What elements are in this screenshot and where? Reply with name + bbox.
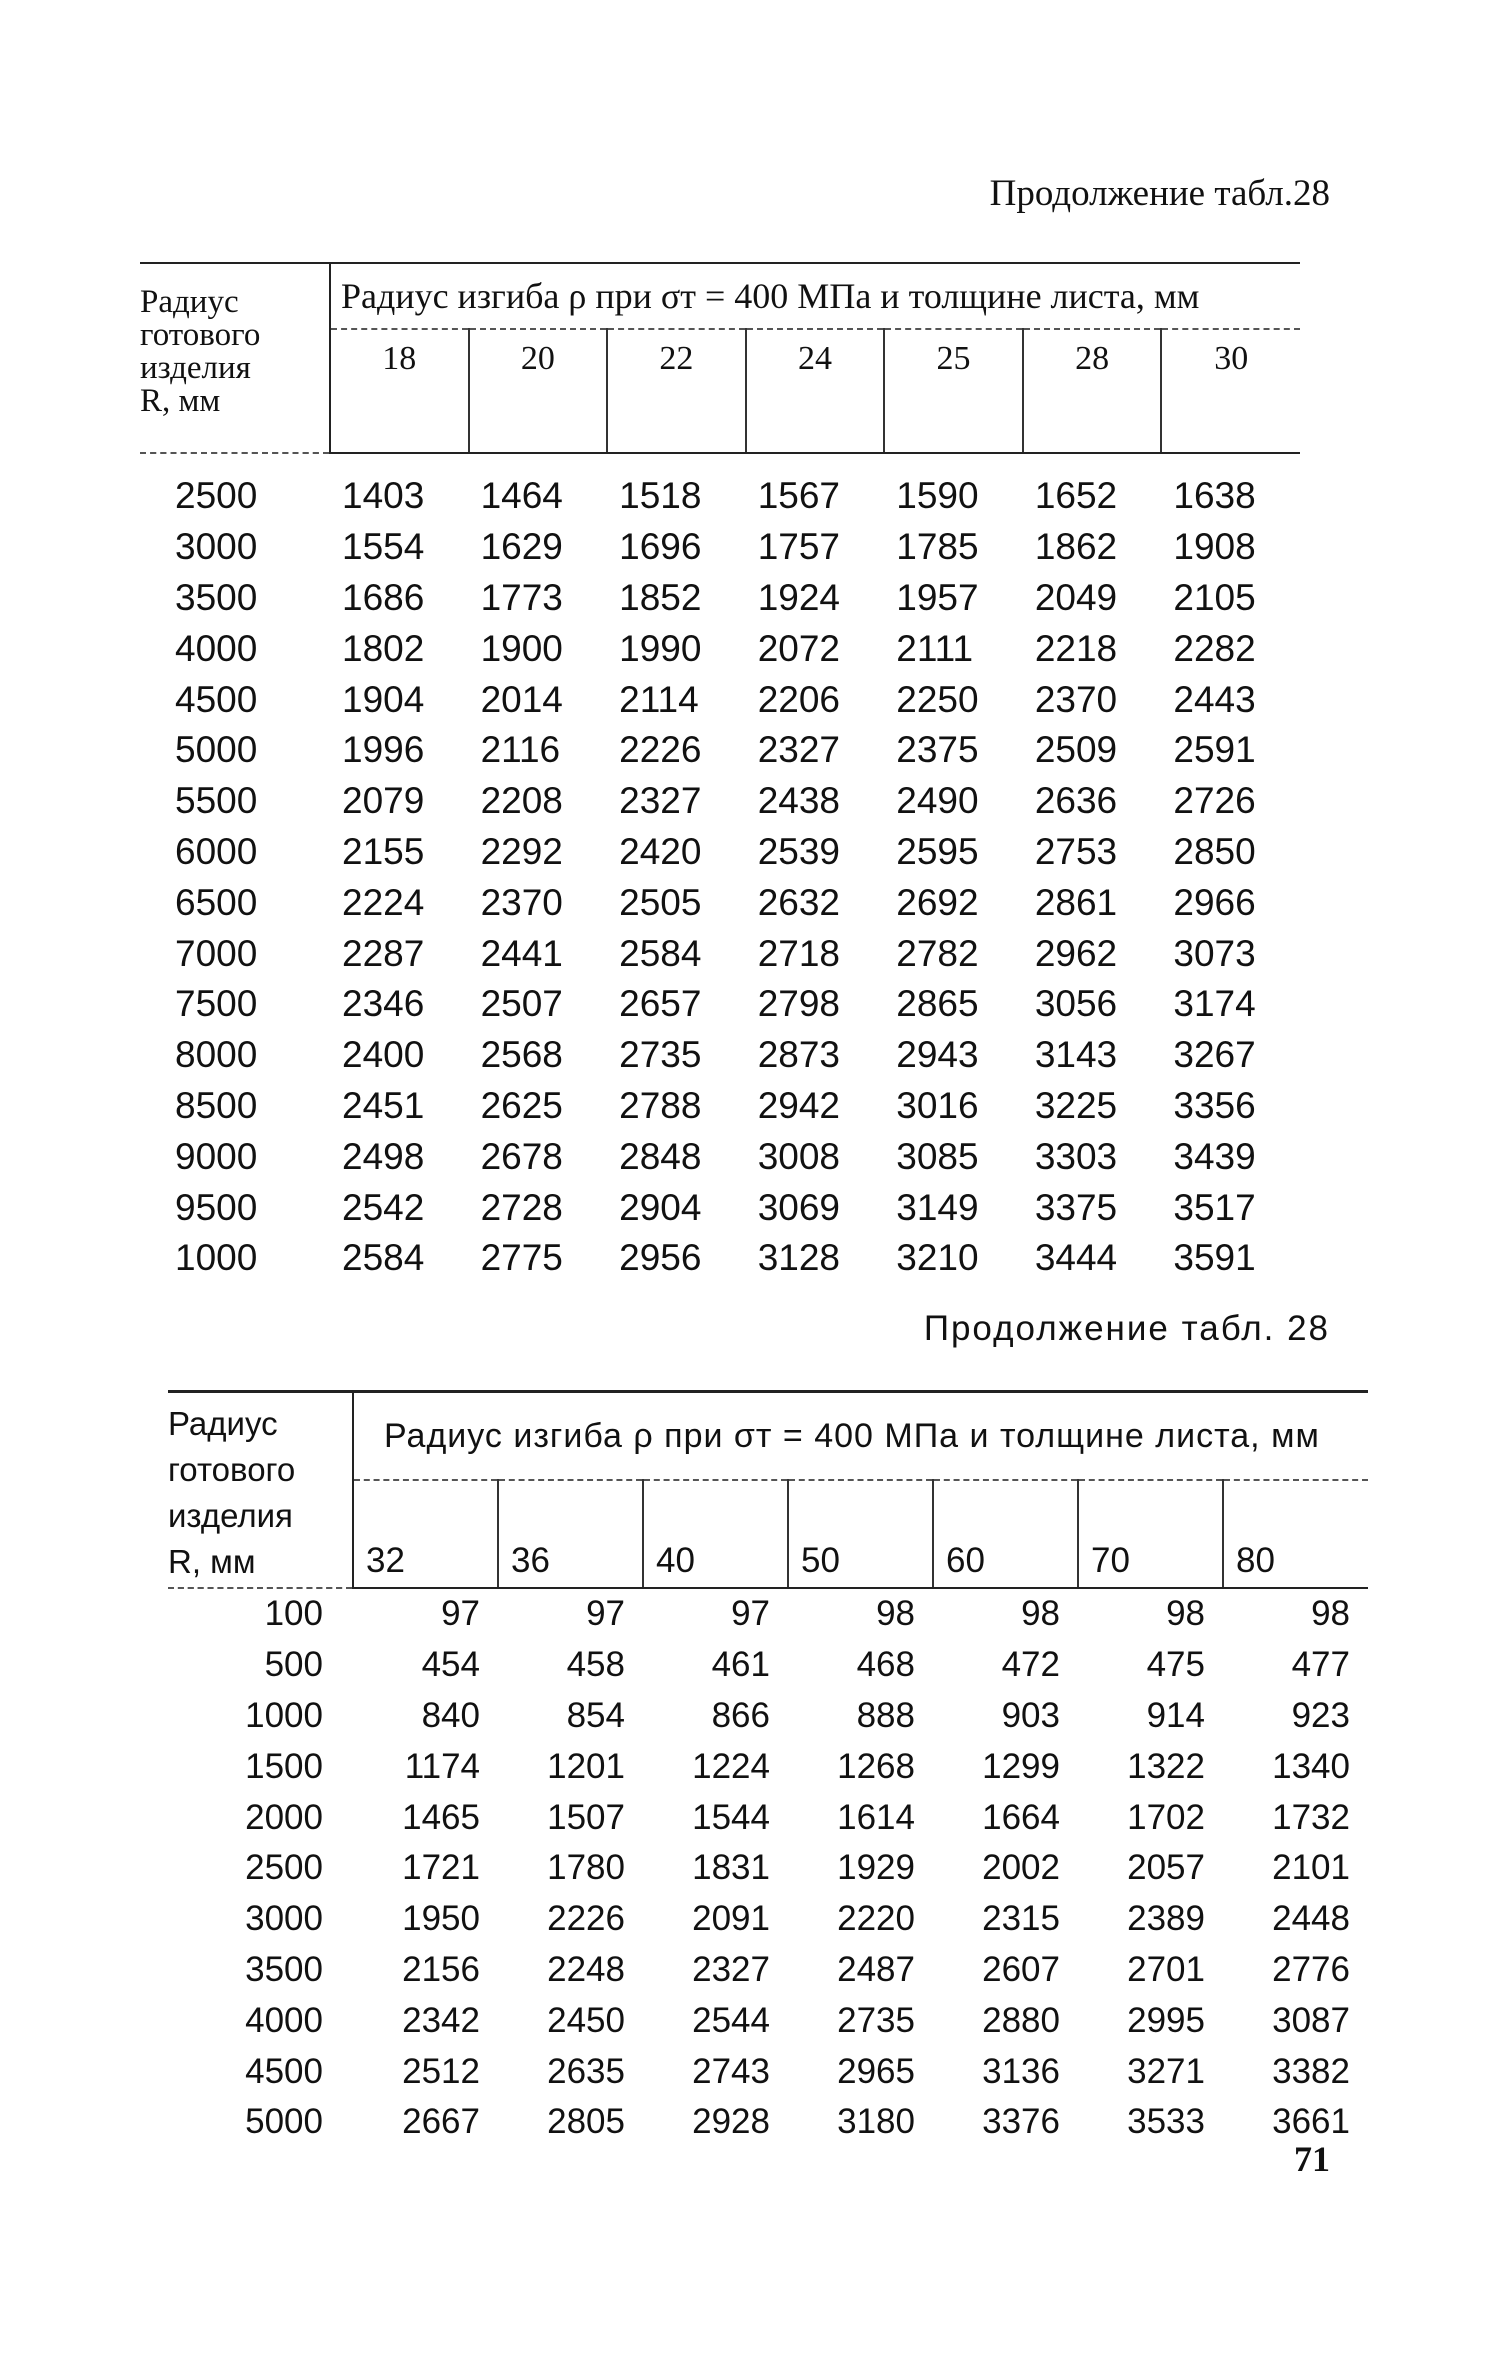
table-row	[168, 1945, 1368, 1996]
thickness-column-header: 24	[746, 329, 885, 453]
value-cell: 2625	[480, 1084, 563, 1126]
value-cell: 2101	[1272, 1848, 1350, 1888]
table2-body	[168, 1588, 1368, 2148]
table-row	[168, 1691, 1368, 1742]
value-cell: 2607	[982, 1949, 1060, 1989]
table2-caption: Продолжение табл. 28	[923, 1309, 1330, 1348]
value-cell: 2091	[692, 1899, 770, 1939]
value-cell: 2904	[619, 1186, 702, 1228]
value-cell: 1507	[547, 1797, 625, 1837]
table-row	[168, 1588, 1368, 1640]
value-cell: 97	[731, 1594, 770, 1634]
value-cell: 2928	[692, 2102, 770, 2142]
value-cell: 2962	[1034, 932, 1118, 974]
value-cell: 1629	[480, 526, 563, 568]
value-cell: 1544	[692, 1797, 770, 1837]
value-cell: 1780	[547, 1848, 625, 1888]
value-cell: 461	[711, 1645, 770, 1685]
radius-cell: 4500	[175, 678, 258, 720]
corner-line: изделия	[140, 350, 251, 386]
value-cell: 2544	[692, 2000, 770, 2040]
value-cell: 2250	[896, 678, 979, 720]
value-cell: 2782	[896, 932, 979, 974]
value-cell: 854	[566, 1695, 625, 1735]
radius-cell: 5000	[175, 729, 258, 771]
value-cell: 1518	[619, 475, 702, 517]
radius-cell: 4500	[245, 2051, 323, 2091]
group-header: Радиус изгиба ρ при σт = 400 МПа и толщине листа, мм	[353, 1392, 1368, 1481]
value-cell: 2079	[342, 780, 425, 822]
value-cell: 2327	[619, 780, 702, 822]
value-cell: 2657	[619, 983, 702, 1025]
value-cell: 3439	[1173, 1135, 1256, 1177]
value-cell: 2632	[757, 881, 840, 923]
value-cell: 1268	[837, 1746, 915, 1786]
value-cell: 2965	[837, 2051, 915, 2091]
value-cell: 2507	[480, 983, 563, 1025]
value-cell: 1201	[547, 1746, 625, 1786]
value-cell: 2315	[982, 1899, 1060, 1939]
value-cell: 2726	[1173, 780, 1256, 822]
corner-line: R, мм	[140, 383, 221, 419]
value-cell: 2880	[982, 2000, 1060, 2040]
value-cell: 2498	[342, 1135, 425, 1177]
value-cell: 1652	[1034, 475, 1118, 517]
value-cell: 458	[566, 1645, 625, 1685]
value-cell: 903	[1001, 1695, 1060, 1735]
value-cell: 3376	[982, 2102, 1060, 2142]
table1-caption: Продолжение табл.28	[989, 173, 1330, 214]
value-cell: 2966	[1173, 881, 1256, 923]
value-cell: 2635	[547, 2051, 625, 2091]
radius-cell: 2500	[175, 475, 258, 517]
value-cell: 2735	[837, 2000, 915, 2040]
table-row	[168, 1741, 1368, 1792]
corner-line: готового	[140, 317, 261, 353]
value-cell: 3517	[1173, 1186, 1256, 1228]
value-cell: 2292	[480, 830, 563, 872]
value-cell: 2753	[1034, 830, 1118, 872]
value-cell: 2848	[619, 1135, 702, 1177]
thickness-column-header: 18	[330, 329, 469, 453]
value-cell: 2539	[757, 830, 840, 872]
radius-cell: 8500	[175, 1084, 258, 1126]
value-cell: 3016	[896, 1084, 979, 1126]
table-row	[140, 453, 1300, 522]
table-row	[140, 877, 1300, 928]
value-cell: 2542	[342, 1186, 425, 1228]
value-cell: 1567	[757, 475, 840, 517]
corner-line: R, мм	[168, 1543, 256, 1580]
value-cell: 2718	[757, 932, 840, 974]
page-number: 71	[1294, 2139, 1330, 2179]
thickness-column-header: 20	[469, 329, 608, 453]
value-cell: 2370	[1034, 678, 1118, 720]
thickness-column-header: 28	[1023, 329, 1162, 453]
value-cell: 454	[421, 1645, 480, 1685]
value-cell: 2327	[692, 1949, 770, 1989]
value-cell: 2505	[619, 881, 702, 923]
value-cell: 1174	[404, 1746, 480, 1786]
value-cell: 3143	[1034, 1034, 1118, 1076]
value-cell: 2441	[480, 932, 563, 974]
thickness-column-header: 25	[884, 329, 1023, 453]
thickness-column-header: 50	[788, 1480, 933, 1588]
value-cell: 2443	[1173, 678, 1256, 720]
value-cell: 3149	[896, 1186, 979, 1228]
corner-line: Радиус	[140, 284, 239, 320]
value-cell: 475	[1146, 1645, 1205, 1685]
value-cell: 1732	[1272, 1797, 1350, 1837]
value-cell: 1990	[619, 627, 702, 669]
value-cell: 2448	[1272, 1899, 1350, 1939]
value-cell: 1957	[896, 576, 979, 618]
value-cell: 98	[1311, 1594, 1350, 1634]
value-cell: 3210	[896, 1237, 979, 1279]
radius-cell: 3500	[175, 576, 258, 618]
value-cell: 3073	[1173, 932, 1256, 974]
table-row	[168, 2046, 1368, 2097]
radius-cell: 7000	[175, 932, 258, 974]
value-cell: 1340	[1272, 1746, 1350, 1786]
thickness-column-header: 70	[1078, 1480, 1223, 1588]
table1-body	[140, 453, 1300, 1284]
radius-cell: 6500	[175, 881, 258, 923]
value-cell: 2568	[480, 1034, 563, 1076]
value-cell: 3303	[1034, 1135, 1118, 1177]
value-cell: 1996	[342, 729, 425, 771]
value-cell: 1696	[619, 526, 702, 568]
corner-line: Радиус	[168, 1405, 278, 1442]
value-cell: 1465	[402, 1797, 480, 1837]
value-cell: 1908	[1173, 526, 1256, 568]
table-row	[140, 928, 1300, 979]
table-row	[168, 1995, 1368, 2046]
value-cell: 2943	[896, 1034, 979, 1076]
corner-header	[168, 1392, 353, 1589]
table-row	[140, 979, 1300, 1030]
value-cell: 914	[1146, 1695, 1205, 1735]
value-cell: 2861	[1034, 881, 1118, 923]
value-cell: 840	[421, 1695, 480, 1735]
value-cell: 2156	[402, 1949, 480, 1989]
value-cell: 2584	[342, 1237, 425, 1279]
value-cell: 2636	[1034, 780, 1118, 822]
value-cell: 2595	[896, 830, 979, 872]
value-cell: 1785	[896, 526, 979, 568]
thickness-column-header: 32	[353, 1480, 498, 1588]
value-cell: 2206	[757, 678, 840, 720]
value-cell: 3591	[1173, 1237, 1256, 1279]
thickness-column-header: 30	[1161, 329, 1300, 453]
corner-line: готового	[168, 1451, 296, 1488]
value-cell: 2226	[547, 1899, 625, 1939]
value-cell: 3174	[1173, 983, 1256, 1025]
radius-cell: 7500	[175, 983, 258, 1025]
value-cell: 2487	[837, 1949, 915, 1989]
value-cell: 1614	[837, 1797, 915, 1837]
value-cell: 2805	[547, 2102, 625, 2142]
value-cell: 2248	[547, 1949, 625, 1989]
value-cell: 2865	[896, 983, 979, 1025]
value-cell: 2218	[1034, 627, 1118, 669]
value-cell: 2105	[1173, 576, 1256, 618]
value-cell: 2678	[480, 1135, 563, 1177]
value-cell: 1924	[757, 576, 840, 618]
value-cell: 1554	[342, 526, 425, 568]
value-cell: 1224	[692, 1746, 770, 1786]
value-cell: 2116	[480, 729, 561, 771]
table-row	[140, 522, 1300, 573]
radius-cell: 4000	[245, 2000, 323, 2040]
radius-cell: 8000	[175, 1034, 258, 1076]
value-cell: 2667	[402, 2102, 480, 2142]
value-cell: 1638	[1173, 475, 1256, 517]
value-cell: 2775	[480, 1237, 563, 1279]
corner-line: изделия	[168, 1497, 293, 1534]
value-cell: 3128	[757, 1237, 840, 1279]
value-cell: 3356	[1173, 1084, 1256, 1126]
value-cell: 3087	[1272, 2000, 1350, 2040]
value-cell: 3069	[757, 1186, 840, 1228]
radius-cell: 6000	[175, 830, 258, 872]
value-cell: 97	[441, 1594, 480, 1634]
value-cell: 1950	[402, 1899, 480, 1939]
radius-cell: 3000	[245, 1899, 323, 1939]
value-cell: 1929	[837, 1848, 915, 1888]
table-row	[168, 1792, 1368, 1843]
radius-cell: 3500	[245, 1949, 323, 1989]
value-cell: 1852	[619, 576, 702, 618]
table-row	[140, 725, 1300, 776]
table-row	[168, 2097, 1368, 2148]
value-cell: 3180	[837, 2102, 915, 2142]
value-cell: 1686	[342, 576, 425, 618]
value-cell: 2451	[342, 1084, 425, 1126]
value-cell: 2287	[342, 932, 425, 974]
value-cell: 472	[1001, 1645, 1060, 1685]
table-row	[140, 623, 1300, 674]
radius-cell: 9500	[175, 1186, 258, 1228]
value-cell: 2584	[619, 932, 702, 974]
value-cell: 2692	[896, 881, 979, 923]
value-cell: 2049	[1034, 576, 1118, 618]
table-row	[140, 573, 1300, 624]
group-header: Радиус изгиба ρ при σт = 400 МПа и толщине листа, мм	[330, 263, 1300, 329]
value-cell: 2942	[757, 1084, 840, 1126]
value-cell: 2701	[1127, 1949, 1205, 1989]
value-cell: 1721	[402, 1848, 480, 1888]
value-cell: 98	[876, 1594, 915, 1634]
value-cell: 2208	[480, 780, 563, 822]
value-cell: 1773	[480, 576, 563, 618]
table-row	[140, 674, 1300, 725]
value-cell: 3008	[757, 1135, 840, 1177]
value-cell: 1702	[1127, 1797, 1205, 1837]
value-cell: 477	[1291, 1645, 1350, 1685]
value-cell: 2873	[757, 1034, 840, 1076]
value-cell: 1862	[1034, 526, 1118, 568]
value-cell: 2220	[837, 1899, 915, 1939]
value-cell: 2450	[547, 2000, 625, 2040]
value-cell: 923	[1291, 1695, 1350, 1735]
table-row	[168, 1894, 1368, 1945]
value-cell: 2342	[402, 2000, 480, 2040]
value-cell: 2591	[1173, 729, 1256, 771]
thickness-column-header: 36	[498, 1480, 643, 1588]
value-cell: 1831	[692, 1848, 770, 1888]
value-cell: 3225	[1034, 1084, 1118, 1126]
value-cell: 2490	[896, 780, 979, 822]
value-cell: 1904	[342, 678, 425, 720]
value-cell: 2370	[480, 881, 563, 923]
value-cell: 468	[856, 1645, 915, 1685]
radius-cell: 5500	[175, 780, 258, 822]
value-cell: 1900	[480, 627, 563, 669]
value-cell: 2735	[619, 1034, 702, 1076]
value-cell: 1322	[1127, 1746, 1205, 1786]
value-cell: 98	[1021, 1594, 1060, 1634]
radius-cell: 100	[264, 1594, 323, 1634]
value-cell: 97	[586, 1594, 625, 1634]
value-cell: 2057	[1127, 1848, 1205, 1888]
value-cell: 3267	[1173, 1034, 1256, 1076]
table-row	[140, 1081, 1300, 1132]
value-cell: 1403	[342, 475, 425, 517]
value-cell: 2226	[619, 729, 702, 771]
radius-cell: 5000	[245, 2102, 323, 2142]
thickness-column-header: 80	[1223, 1480, 1368, 1588]
thickness-column-header: 60	[933, 1480, 1078, 1588]
table-row	[168, 1640, 1368, 1691]
value-cell: 2776	[1272, 1949, 1350, 1989]
value-cell: 1664	[982, 1797, 1060, 1837]
radius-cell: 2000	[245, 1797, 323, 1837]
value-cell: 2072	[757, 627, 840, 669]
value-cell: 2282	[1173, 627, 1256, 669]
value-cell: 2224	[342, 881, 425, 923]
radius-cell: 1000	[175, 1237, 258, 1279]
value-cell: 2327	[757, 729, 840, 771]
value-cell: 2743	[692, 2051, 770, 2091]
value-cell: 2420	[619, 830, 702, 872]
value-cell: 2346	[342, 983, 425, 1025]
value-cell: 2995	[1127, 2000, 1205, 2040]
bend-radius-table-2	[168, 1390, 1368, 2148]
value-cell: 2111	[896, 627, 974, 669]
thickness-column-header: 22	[607, 329, 746, 453]
radius-cell: 9000	[175, 1135, 258, 1177]
corner-header	[140, 263, 330, 453]
radius-cell: 2500	[245, 1848, 323, 1888]
bend-radius-table-1	[140, 262, 1300, 1284]
value-cell: 3085	[896, 1135, 979, 1177]
value-cell: 2798	[757, 983, 840, 1025]
table-row	[140, 1030, 1300, 1081]
value-cell: 3271	[1127, 2051, 1205, 2091]
value-cell: 1802	[342, 627, 425, 669]
value-cell: 2438	[757, 780, 840, 822]
value-cell: 98	[1166, 1594, 1205, 1634]
value-cell: 2400	[342, 1034, 425, 1076]
table-row	[168, 1843, 1368, 1894]
value-cell: 1464	[480, 475, 563, 517]
value-cell: 2002	[982, 1848, 1060, 1888]
table-row	[140, 827, 1300, 878]
value-cell: 1590	[896, 475, 979, 517]
table-row	[140, 1233, 1300, 1284]
radius-cell: 500	[264, 1645, 323, 1685]
table-row	[140, 1131, 1300, 1182]
radius-cell: 1000	[245, 1695, 323, 1735]
radius-cell: 1500	[245, 1746, 323, 1786]
value-cell: 866	[711, 1695, 770, 1735]
value-cell: 1757	[757, 526, 840, 568]
value-cell: 3382	[1272, 2051, 1350, 2091]
value-cell: 3533	[1127, 2102, 1205, 2142]
value-cell: 2155	[342, 830, 425, 872]
value-cell: 2509	[1034, 729, 1118, 771]
value-cell: 3136	[982, 2051, 1060, 2091]
value-cell: 2375	[896, 729, 979, 771]
radius-cell: 3000	[175, 526, 258, 568]
value-cell: 2114	[619, 678, 699, 720]
value-cell: 3661	[1272, 2102, 1350, 2142]
value-cell: 2512	[402, 2051, 480, 2091]
value-cell: 2389	[1127, 1899, 1205, 1939]
table-row	[140, 1182, 1300, 1233]
value-cell: 3375	[1034, 1186, 1118, 1228]
value-cell: 2728	[480, 1186, 563, 1228]
value-cell: 3056	[1034, 983, 1118, 1025]
value-cell: 2956	[619, 1237, 702, 1279]
value-cell: 888	[856, 1695, 915, 1735]
thickness-column-header: 40	[643, 1480, 788, 1588]
value-cell: 2014	[480, 678, 563, 720]
value-cell: 2850	[1173, 830, 1256, 872]
value-cell: 2788	[619, 1084, 702, 1126]
value-cell: 3444	[1034, 1237, 1118, 1279]
table-row	[140, 776, 1300, 827]
radius-cell: 4000	[175, 627, 258, 669]
value-cell: 1299	[982, 1746, 1060, 1786]
